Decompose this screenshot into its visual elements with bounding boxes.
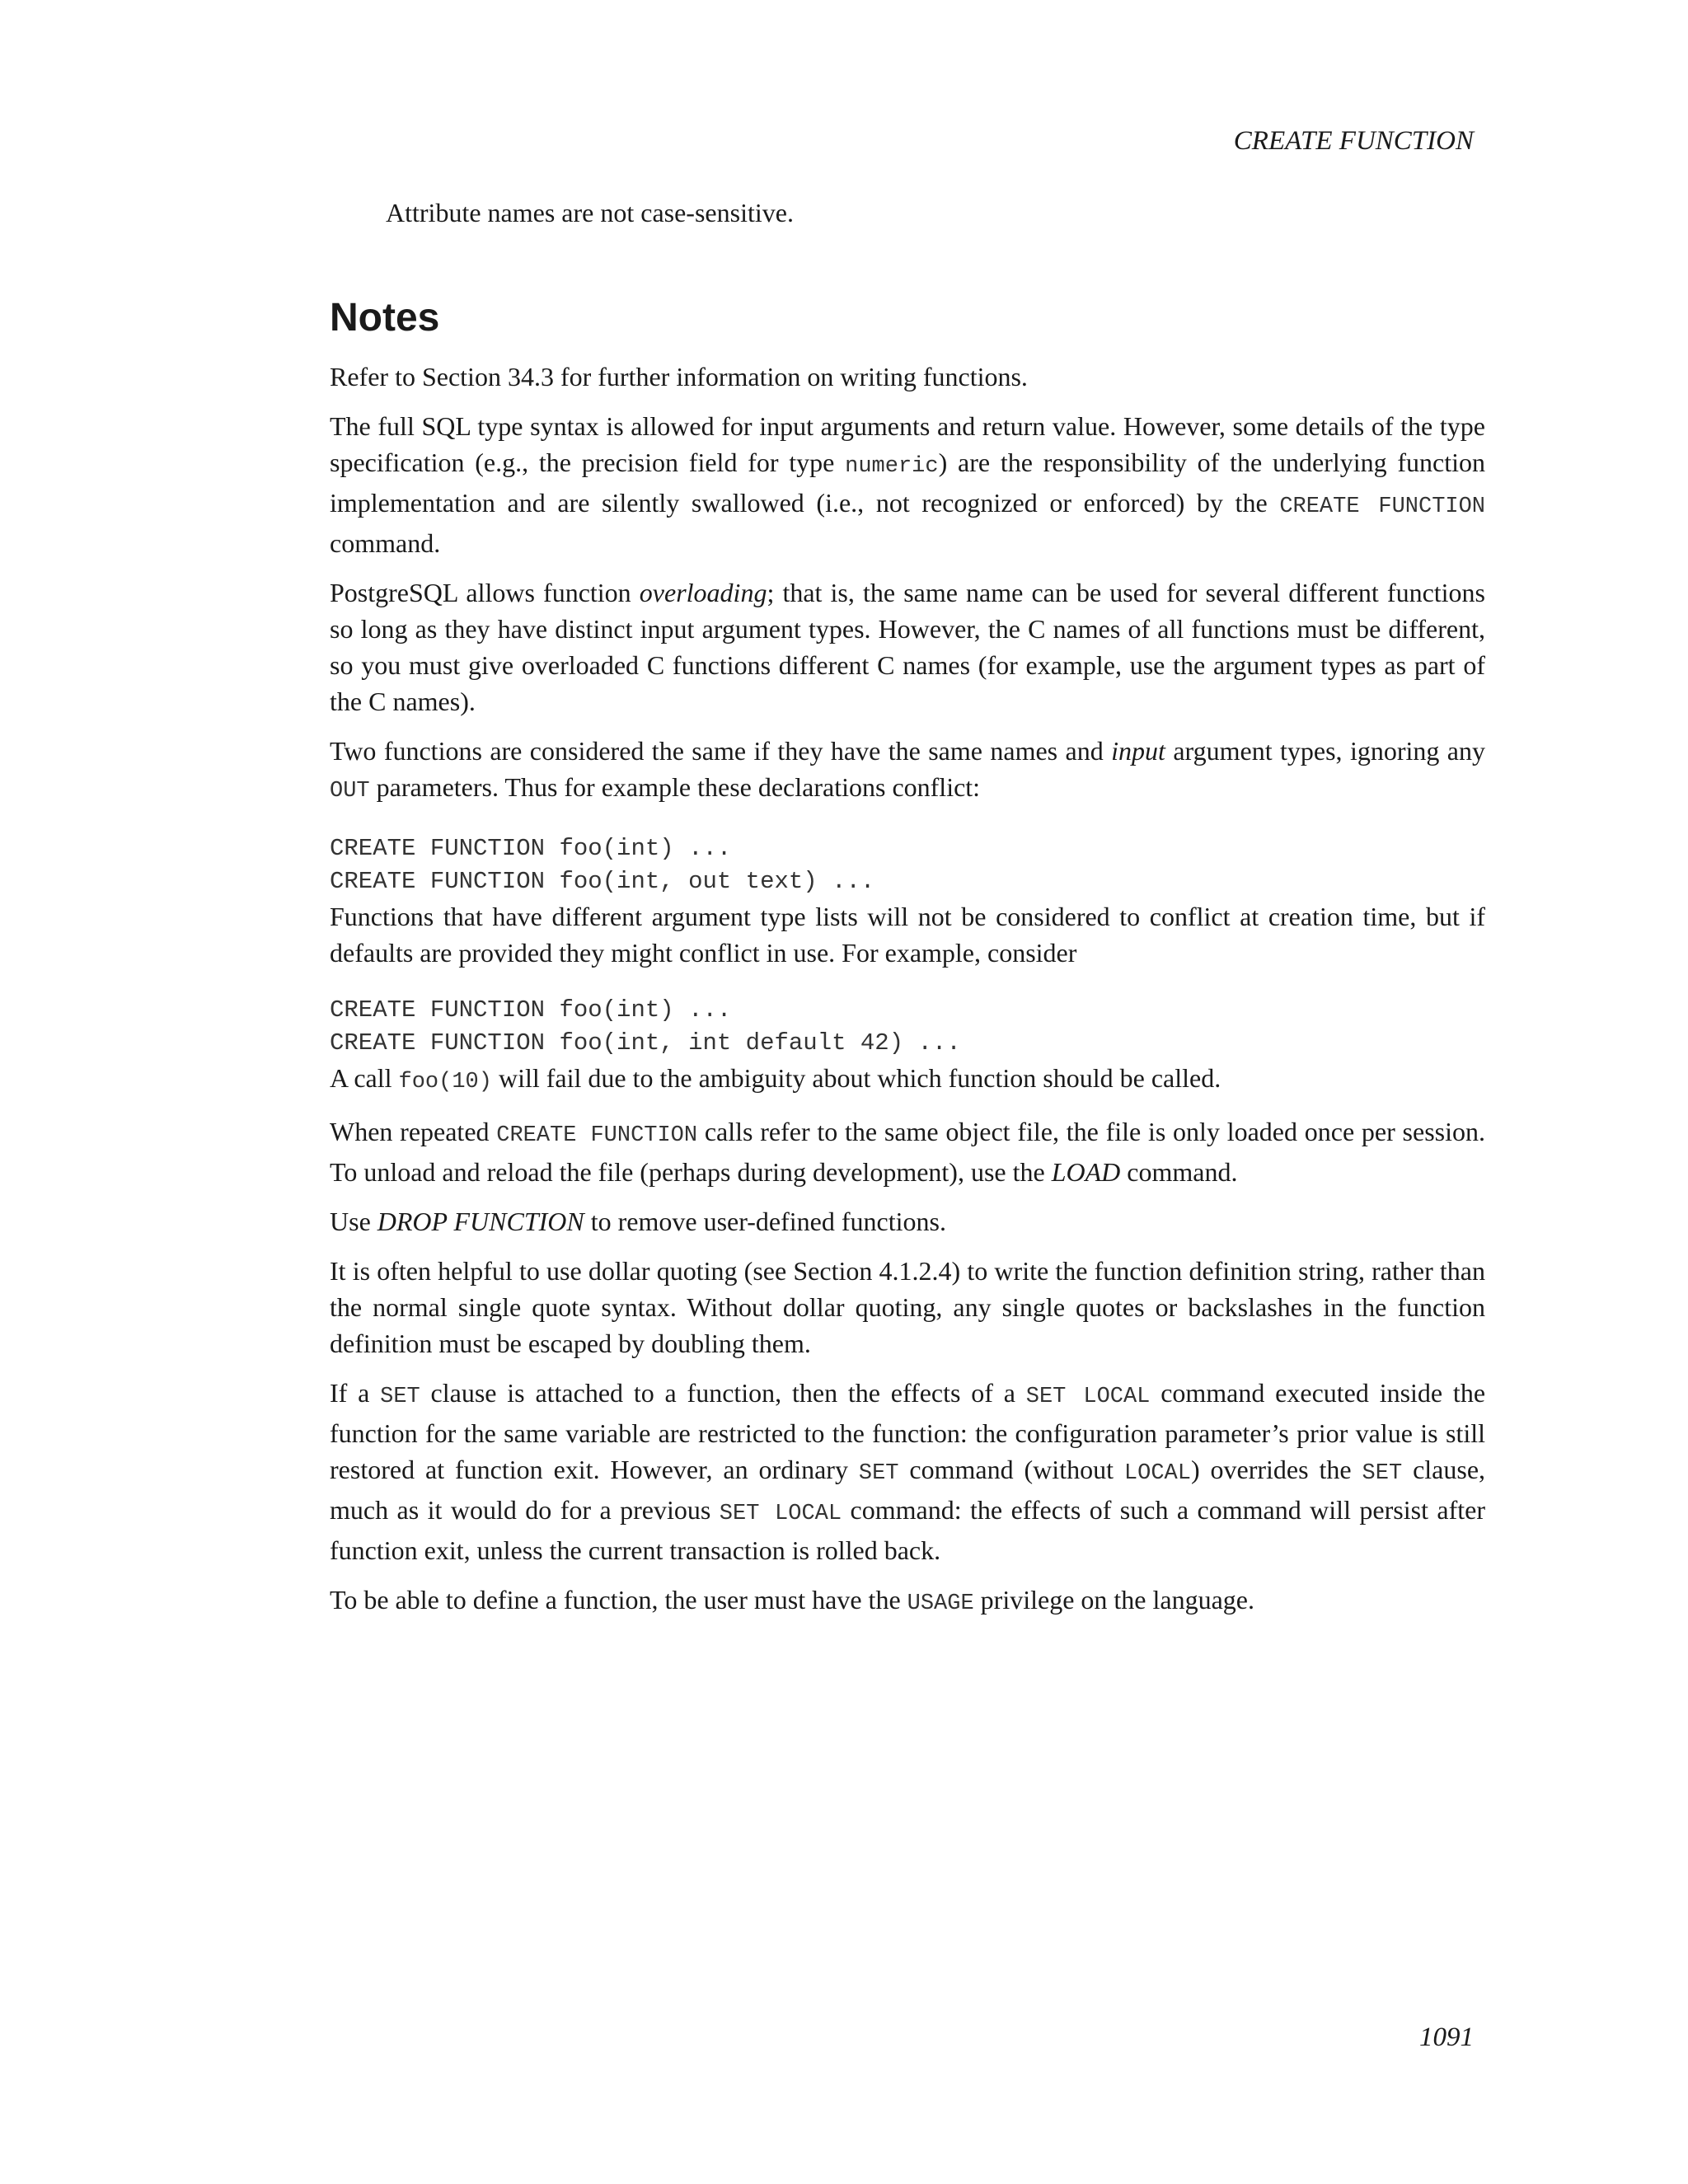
page-number: 1091 [1419,2022,1474,2052]
inline-code: SET [1362,1460,1403,1486]
intro-paragraph: Attribute names are not case-sensitive. [386,198,794,227]
text-run: ) are the responsibility of the underlying function implementation and are silently swallowed (i.e., not recognized or enforced) by the [330,447,1486,518]
text-run: Two functions are considered the same if they have the same names and [330,735,1112,766]
text-run: ; that is, the same name can be used for several different functions so long as they have distinct input argument types. However, the C names of all functions must be different, so you must give overloaded C functions different C names (for example, use the argument types as part of the C names). [330,577,1486,716]
text-run: privilege on the language. [973,1584,1254,1615]
drop-function-link[interactable]: DROP FUNCTION [377,1206,584,1236]
paragraph-overloading [330,574,1485,719]
text-run: to remove user-defined functions. [584,1206,946,1236]
text-run: command (without [898,1454,1124,1484]
inline-code: USAGE [907,1591,974,1616]
text-run: will fail due to the ambiguity about which function should be called. [491,1062,1221,1093]
code-block-conflict: CREATE FUNCTION foo(int) ... CREATE FUNCTION foo(int, out text) ... [330,834,875,895]
paragraph-usage-privilege [330,1582,1485,1622]
code-block-defaults: CREATE FUNCTION foo(int) ... CREATE FUNCTION foo(int, int default 42) ... [330,996,961,1057]
inline-code: SET LOCAL [1025,1384,1151,1409]
inline-code: SET [380,1384,420,1409]
inline-code: SET [858,1460,899,1486]
paragraph-refer: Refer to Section 34.3 for further information on writing functions. [330,361,1028,391]
inline-code: SET LOCAL [719,1501,842,1526]
inline-code: LOCAL [1123,1460,1191,1486]
inline-code: foo(10) [398,1069,492,1094]
text-run: clause is attached to a function, then the effects of a [420,1377,1026,1408]
section-title: Notes [330,296,440,340]
text-run: command: the effects of such a command will persist after function exit, unless the current transaction is rolled back. [330,1494,1486,1565]
inline-code: CREATE FUNCTION [496,1122,698,1148]
paragraph-ambiguity [330,1060,1485,1100]
text-run: The full SQL type syntax is allowed for input arguments and return value. However, some details of the type specification (e.g., the precision field for type [330,410,1485,477]
paragraph-same-functions [330,733,1485,809]
paragraph-object-file [330,1113,1485,1190]
page-content [330,194,1485,1635]
text-run: A call [330,1062,399,1093]
text-run: command. [330,527,441,558]
text-run: To be able to define a function, the user must have the [330,1584,907,1615]
text-run: ) overrides the [1190,1454,1362,1484]
text-run: parameters. Thus for example these declarations conflict: [369,771,981,802]
text-run: PostgreSQL allows function [330,577,640,607]
emphasis: input [1111,735,1165,766]
text-run: clause, much as it would do for a previous [330,1454,1486,1525]
inline-code: OUT [330,778,370,804]
text-run: command executed inside the function for the same variable are restricted to the function: the configuration parameter’s prior value is still restored at function exit. However, an ordinary [330,1377,1486,1484]
text-run: Use [330,1206,377,1236]
text-run: command. [1120,1156,1238,1187]
paragraph-drop-function [330,1203,1485,1240]
paragraph-argument-lists: Functions that have different argument type lists will not be considered to conflict at creation time, but if defaults are provided they might conflict in use. For example, consider [330,901,1485,968]
running-header: CREATE FUNCTION [1233,126,1474,156]
text-run: If a [330,1377,381,1408]
paragraph-dollar-quoting: It is often helpful to use dollar quoting (see Section 4.1.2.4) to write the function definition string, rather than the normal single quote syntax. Without dollar quoting, any single quotes or backslashes in the function definition must be escaped by doubling them. [330,1255,1485,1358]
text-run: argument types, ignoring any [1165,735,1486,766]
inline-code: CREATE FUNCTION [1279,494,1486,519]
inline-code: numeric [845,453,939,479]
text-run: calls refer to the same object file, the file is only loaded once per session. To unload and reload the file (perhaps during development), use the [330,1116,1485,1187]
text-run: When repeated [330,1116,497,1146]
paragraph-set-clause [330,1375,1485,1568]
load-link[interactable]: LOAD [1051,1156,1121,1187]
emphasis: overloading [639,577,767,607]
paragraph-type-syntax [330,408,1485,561]
